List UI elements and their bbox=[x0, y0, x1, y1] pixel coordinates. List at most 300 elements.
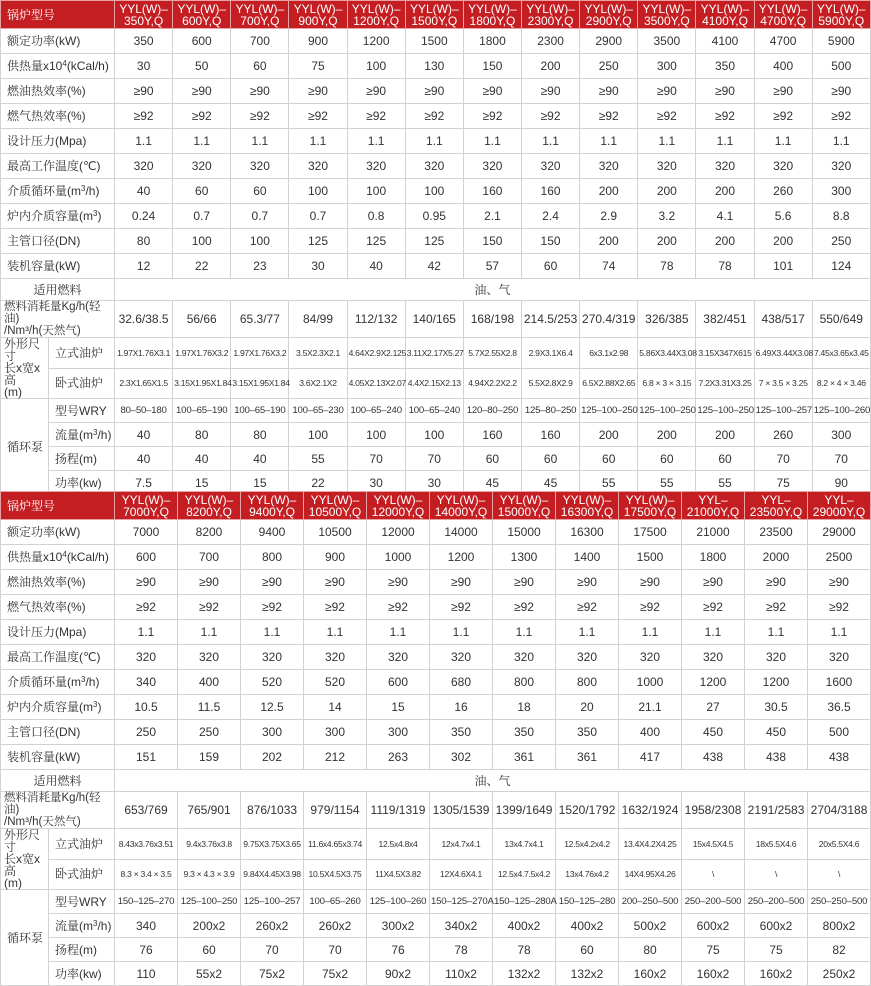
consumption-value: 550/649 bbox=[812, 301, 870, 338]
value-cell: 1800 bbox=[463, 29, 521, 54]
consumption-value: 979/1154 bbox=[304, 792, 367, 829]
model-name-line1: YYL(W)– bbox=[499, 492, 549, 507]
consumption-value: 56/66 bbox=[173, 301, 231, 338]
value-cell: 1.1 bbox=[808, 620, 871, 645]
pump-head-value: 82 bbox=[808, 938, 871, 962]
pump-model-value: 125–100–250 bbox=[696, 399, 754, 423]
pump-power-value: 22 bbox=[289, 471, 347, 495]
value-cell: 320 bbox=[522, 154, 580, 179]
value-cell: 150 bbox=[463, 229, 521, 254]
model-name bbox=[493, 492, 556, 520]
pump-head-value: 70 bbox=[812, 447, 870, 471]
value-cell: 3.2 bbox=[638, 204, 696, 229]
pump-flow-value: 100 bbox=[405, 423, 463, 447]
value-cell: 1200 bbox=[347, 29, 405, 54]
value-cell: 1.1 bbox=[367, 620, 430, 645]
model-name-line2: 23500Y,Q bbox=[749, 504, 803, 519]
consumption-value: 1305/1539 bbox=[430, 792, 493, 829]
pump-head-value: 60 bbox=[463, 447, 521, 471]
row-label-cell bbox=[1, 545, 115, 570]
value-cell: 1.1 bbox=[241, 620, 304, 645]
pump-flow-label-sup: 3 bbox=[93, 427, 98, 437]
value-cell: 320 bbox=[289, 154, 347, 179]
value-cell: 74 bbox=[580, 254, 638, 279]
value-cell: 320 bbox=[405, 154, 463, 179]
value-cell: ≥92 bbox=[556, 595, 619, 620]
table-row bbox=[1, 54, 871, 79]
pump-flow-value: 260x2 bbox=[241, 914, 304, 938]
model-name-line1: YYL(W)– bbox=[468, 1, 517, 16]
model-name bbox=[115, 492, 178, 520]
consumption-value: 270.4/319 bbox=[580, 301, 638, 338]
row-label-cell bbox=[1, 670, 115, 695]
value-cell: 27 bbox=[682, 695, 745, 720]
pump-flow-label bbox=[49, 423, 115, 447]
model-name-line2: 15000Y,Q bbox=[497, 504, 551, 519]
value-cell: ≥90 bbox=[304, 570, 367, 595]
pump-head-value: 40 bbox=[115, 447, 173, 471]
consumption-label-line1: 燃料消耗量Kg/h(轻油) bbox=[4, 792, 101, 816]
pump-head-value: 40 bbox=[231, 447, 289, 471]
value-cell: 78 bbox=[638, 254, 696, 279]
value-cell: ≥90 bbox=[682, 570, 745, 595]
value-cell: 2.1 bbox=[463, 204, 521, 229]
pump-model-value: 125–100–250 bbox=[178, 890, 241, 914]
pump-power-value: 15 bbox=[173, 471, 231, 495]
row-label-tail: ) bbox=[97, 700, 102, 714]
value-cell: 438 bbox=[745, 745, 808, 770]
value-cell: 1.1 bbox=[304, 620, 367, 645]
value-cell: ≥92 bbox=[754, 104, 812, 129]
consumption-value: 1632/1924 bbox=[619, 792, 682, 829]
consumption-value: 765/901 bbox=[178, 792, 241, 829]
value-cell: 30.5 bbox=[745, 695, 808, 720]
value-cell: 600 bbox=[115, 545, 178, 570]
value-cell: ≥90 bbox=[556, 570, 619, 595]
dimension-value: 12x4.7x4.1 bbox=[430, 829, 493, 860]
model-name bbox=[178, 492, 241, 520]
dimension-value: 3.6X2.1X2 bbox=[289, 368, 347, 399]
consumption-value: 32.6/38.5 bbox=[115, 301, 173, 338]
value-cell: 100 bbox=[347, 54, 405, 79]
dimension-label-line: 长x宽x高 bbox=[4, 361, 41, 387]
row-label-tail: ) bbox=[97, 209, 102, 223]
dimension-value: 1.97X1.76X3.2 bbox=[231, 338, 289, 369]
table-row bbox=[1, 79, 871, 104]
dimension-value: 2.9X3.1X6.4 bbox=[522, 338, 580, 369]
value-cell: ≥92 bbox=[115, 104, 173, 129]
model-name-line2: 2300Y,Q bbox=[527, 13, 574, 28]
fuel-value: 油、气 bbox=[115, 770, 871, 792]
value-cell: 0.7 bbox=[173, 204, 231, 229]
model-name-line1: YYL(W)– bbox=[121, 492, 171, 507]
row-label: 主管口径(DN) bbox=[7, 234, 81, 248]
dimension-value: 8.43x3.76x3.51 bbox=[115, 829, 178, 860]
model-name-line2: 700Y,Q bbox=[240, 13, 280, 28]
pump-flow-value: 40 bbox=[115, 423, 173, 447]
value-cell: ≥92 bbox=[696, 104, 754, 129]
pump-label: 循环泵 bbox=[1, 890, 49, 986]
pump-power-value: 45 bbox=[522, 471, 580, 495]
value-cell: 125 bbox=[289, 229, 347, 254]
pump-flow-label-text: 流量(m bbox=[55, 427, 93, 442]
value-cell: 350 bbox=[115, 29, 173, 54]
pump-power-value: 250x2 bbox=[808, 962, 871, 986]
value-cell: 4.1 bbox=[696, 204, 754, 229]
value-cell: 600 bbox=[367, 670, 430, 695]
value-cell: 320 bbox=[430, 645, 493, 670]
pump-model-value: 80–50–180 bbox=[115, 399, 173, 423]
dimension-value: 13x4.7x4.1 bbox=[493, 829, 556, 860]
pump-head-value: 76 bbox=[367, 938, 430, 962]
value-cell: 320 bbox=[696, 154, 754, 179]
value-cell: 1400 bbox=[556, 545, 619, 570]
table-row bbox=[1, 962, 871, 986]
pump-flow-value: 80 bbox=[173, 423, 231, 447]
value-cell: 500 bbox=[808, 720, 871, 745]
row-label: 供热量x10 bbox=[7, 550, 63, 564]
consumption-value: 1520/1792 bbox=[556, 792, 619, 829]
value-cell: 30 bbox=[115, 54, 173, 79]
table-row bbox=[1, 670, 871, 695]
value-cell: 3500 bbox=[638, 29, 696, 54]
value-cell: 320 bbox=[682, 645, 745, 670]
pump-model-value: 100–65–190 bbox=[173, 399, 231, 423]
value-cell: 320 bbox=[745, 645, 808, 670]
pump-head-value: 70 bbox=[241, 938, 304, 962]
model-name bbox=[173, 1, 231, 29]
value-cell: 12 bbox=[115, 254, 173, 279]
pump-model-value: 150–125–270 bbox=[115, 890, 178, 914]
model-name-line1: YYL(W)– bbox=[816, 1, 866, 16]
pump-model-value: 250–250–500 bbox=[808, 890, 871, 914]
model-name bbox=[556, 492, 619, 520]
value-cell: 680 bbox=[430, 670, 493, 695]
row-label-cell bbox=[1, 620, 115, 645]
value-cell: 57 bbox=[463, 254, 521, 279]
value-cell: 1.1 bbox=[430, 620, 493, 645]
value-cell: 1.1 bbox=[405, 129, 463, 154]
value-cell: 1.1 bbox=[115, 620, 178, 645]
pump-flow-value: 400x2 bbox=[556, 914, 619, 938]
row-label-cell bbox=[1, 104, 115, 129]
pump-head-value: 40 bbox=[173, 447, 231, 471]
value-cell: 320 bbox=[638, 154, 696, 179]
pump-power-value: 75x2 bbox=[304, 962, 367, 986]
table-row bbox=[1, 520, 871, 545]
value-cell: ≥92 bbox=[619, 595, 682, 620]
model-name bbox=[241, 492, 304, 520]
value-cell: ≥92 bbox=[304, 595, 367, 620]
value-cell: 2900 bbox=[580, 29, 638, 54]
model-name bbox=[754, 1, 812, 29]
pump-model-value: 250–200–500 bbox=[745, 890, 808, 914]
fuel-label: 适用燃料 bbox=[1, 279, 115, 301]
model-name bbox=[231, 1, 289, 29]
pump-flow-value: 200 bbox=[580, 423, 638, 447]
row-label-sup: 3 bbox=[93, 700, 98, 709]
value-cell: 1.1 bbox=[178, 620, 241, 645]
value-cell: ≥92 bbox=[682, 595, 745, 620]
value-cell: 16300 bbox=[556, 520, 619, 545]
value-cell: 361 bbox=[493, 745, 556, 770]
consumption-label bbox=[1, 301, 115, 338]
value-cell: 1.1 bbox=[289, 129, 347, 154]
model-name-line1: YYL(W)– bbox=[373, 492, 423, 507]
pump-flow-value: 200 bbox=[696, 423, 754, 447]
row-label-cell bbox=[1, 154, 115, 179]
pump-flow-value: 400x2 bbox=[493, 914, 556, 938]
dimension-value: 20x5.5X4.6 bbox=[808, 829, 871, 860]
value-cell: ≥90 bbox=[289, 79, 347, 104]
consumption-value: 2191/2583 bbox=[745, 792, 808, 829]
value-cell: 16 bbox=[430, 695, 493, 720]
pump-model-value: 250–200–500 bbox=[682, 890, 745, 914]
model-name bbox=[430, 492, 493, 520]
pump-model-value: 125–100–257 bbox=[754, 399, 812, 423]
pump-flow-value: 160 bbox=[463, 423, 521, 447]
pump-model-value: 100–65–240 bbox=[405, 399, 463, 423]
dimension-value: 11.6x4.65x3.74 bbox=[304, 829, 367, 860]
value-cell: ≥92 bbox=[522, 104, 580, 129]
row-label-cell bbox=[1, 254, 115, 279]
pump-head-value: 60 bbox=[556, 938, 619, 962]
row-label-sup: 3 bbox=[81, 184, 86, 193]
table-row bbox=[1, 745, 871, 770]
value-cell: ≥92 bbox=[347, 104, 405, 129]
vertical-boiler-label: 立式油炉 bbox=[49, 829, 115, 860]
table-row bbox=[1, 154, 871, 179]
model-name-line2: 600Y,Q bbox=[182, 13, 222, 28]
value-cell: 350 bbox=[430, 720, 493, 745]
value-cell: 150 bbox=[463, 54, 521, 79]
value-cell: 417 bbox=[619, 745, 682, 770]
value-cell: ≥90 bbox=[347, 79, 405, 104]
value-cell: 10500 bbox=[304, 520, 367, 545]
row-label-tail: (kCal/h) bbox=[66, 59, 109, 73]
row-label-cell bbox=[1, 54, 115, 79]
value-cell: 100 bbox=[405, 179, 463, 204]
table-row bbox=[1, 423, 871, 447]
value-cell: 40 bbox=[115, 179, 173, 204]
spec-table-2 bbox=[0, 491, 871, 986]
pump-power-value: 55x2 bbox=[178, 962, 241, 986]
value-cell: 1.1 bbox=[619, 620, 682, 645]
value-cell: 1.1 bbox=[463, 129, 521, 154]
row-label: 额定功率(kW) bbox=[7, 525, 81, 539]
value-cell: 60 bbox=[173, 179, 231, 204]
row-label-cell bbox=[1, 29, 115, 54]
value-cell: 320 bbox=[463, 154, 521, 179]
value-cell: 320 bbox=[619, 645, 682, 670]
value-cell: 320 bbox=[115, 645, 178, 670]
model-name-line1: YYL(W)– bbox=[247, 492, 297, 507]
consumption-value: 140/165 bbox=[405, 301, 463, 338]
consumption-value: 1399/1649 bbox=[493, 792, 556, 829]
consumption-label-line2: /Nm³/h(天然气) bbox=[4, 816, 81, 828]
pump-power-value: 7.5 bbox=[115, 471, 173, 495]
model-name-line1: YYL(W)– bbox=[310, 492, 360, 507]
dimension-value: 9.75X3.75X3.65 bbox=[241, 829, 304, 860]
dimension-label-line: (m) bbox=[4, 385, 22, 399]
value-cell: ≥90 bbox=[178, 570, 241, 595]
value-cell: 320 bbox=[304, 645, 367, 670]
value-cell: 15000 bbox=[493, 520, 556, 545]
value-cell: 1.1 bbox=[754, 129, 812, 154]
dimension-value: 15x4.5X4.5 bbox=[682, 829, 745, 860]
value-cell: 450 bbox=[682, 720, 745, 745]
value-cell: 2500 bbox=[808, 545, 871, 570]
row-label: 最高工作温度(℃) bbox=[7, 159, 101, 173]
table-row bbox=[1, 938, 871, 962]
dimension-value: 2.3X1.65X1.5 bbox=[115, 368, 173, 399]
row-label-cell bbox=[1, 204, 115, 229]
row-label: 主管口径(DN) bbox=[7, 725, 81, 739]
value-cell: 350 bbox=[493, 720, 556, 745]
value-cell: 60 bbox=[522, 254, 580, 279]
value-cell: 302 bbox=[430, 745, 493, 770]
pump-flow-label-tail: /h) bbox=[97, 918, 112, 933]
value-cell: 202 bbox=[241, 745, 304, 770]
pump-flow-value: 340x2 bbox=[430, 914, 493, 938]
dimension-value: 1.97X1.76X3.2 bbox=[173, 338, 231, 369]
dimension-value: 5.86X3.44X3.08 bbox=[638, 338, 696, 369]
pump-flow-value: 80 bbox=[231, 423, 289, 447]
value-cell: 250 bbox=[812, 229, 870, 254]
row-label: 燃气热效率(%) bbox=[7, 600, 86, 614]
model-name-line1: YYL(W)– bbox=[177, 1, 227, 16]
pump-power-value: 90x2 bbox=[367, 962, 430, 986]
row-label-cell bbox=[1, 179, 115, 204]
value-cell: 320 bbox=[580, 154, 638, 179]
pump-power-value: 110x2 bbox=[430, 962, 493, 986]
model-name-line2: 16300Y,Q bbox=[560, 504, 614, 519]
pump-head-value: 76 bbox=[115, 938, 178, 962]
value-cell: 340 bbox=[115, 670, 178, 695]
value-cell: 1.1 bbox=[231, 129, 289, 154]
dimension-value: 12X4.6X4.1 bbox=[430, 859, 493, 890]
table-row bbox=[1, 129, 871, 154]
pump-head-value: 60 bbox=[178, 938, 241, 962]
value-cell: 250 bbox=[115, 720, 178, 745]
row-label-tail: /h) bbox=[85, 675, 100, 689]
pump-model-value: 125–80–250 bbox=[522, 399, 580, 423]
value-cell: ≥92 bbox=[463, 104, 521, 129]
value-cell: 320 bbox=[556, 645, 619, 670]
value-cell: 320 bbox=[347, 154, 405, 179]
pump-label: 循环泵 bbox=[1, 399, 49, 495]
value-cell: 320 bbox=[493, 645, 556, 670]
model-name-line1: YYL(W)– bbox=[351, 1, 401, 16]
fuel-value: 油、气 bbox=[115, 279, 871, 301]
pump-power-value: 75 bbox=[754, 471, 812, 495]
table-row bbox=[1, 368, 871, 399]
value-cell: ≥90 bbox=[808, 570, 871, 595]
dimension-value: \ bbox=[808, 859, 871, 890]
model-name-line1: YYL(W)– bbox=[436, 492, 486, 507]
value-cell: 800 bbox=[241, 545, 304, 570]
consumption-value: 168/198 bbox=[463, 301, 521, 338]
value-cell: 125 bbox=[405, 229, 463, 254]
value-cell: ≥90 bbox=[812, 79, 870, 104]
model-header-label: 锅炉型号 bbox=[1, 1, 115, 29]
row-label: 额定功率(kW) bbox=[7, 34, 81, 48]
value-cell: ≥90 bbox=[405, 79, 463, 104]
pump-power-value: 15 bbox=[231, 471, 289, 495]
table-row bbox=[1, 179, 871, 204]
value-cell: 0.95 bbox=[405, 204, 463, 229]
pump-power-value: 30 bbox=[347, 471, 405, 495]
value-cell: ≥90 bbox=[173, 79, 231, 104]
row-label-sup: 4 bbox=[62, 59, 67, 68]
value-cell: 18 bbox=[493, 695, 556, 720]
value-cell: 1.1 bbox=[522, 129, 580, 154]
value-cell: 4100 bbox=[696, 29, 754, 54]
pump-power-value: 132x2 bbox=[556, 962, 619, 986]
pump-model-value: 150–125–280 bbox=[556, 890, 619, 914]
pump-flow-value: 340 bbox=[115, 914, 178, 938]
model-name-line2: 1500Y,Q bbox=[411, 13, 458, 28]
row-label-tail: /h) bbox=[85, 184, 100, 198]
value-cell: ≥90 bbox=[754, 79, 812, 104]
value-cell: 400 bbox=[178, 670, 241, 695]
row-label-cell bbox=[1, 570, 115, 595]
consumption-label-line2: /Nm³/h(天然气) bbox=[4, 325, 81, 337]
value-cell: 900 bbox=[304, 545, 367, 570]
dimension-value: 6.49X3.44X3.08 bbox=[754, 338, 812, 369]
dimension-value: 6.5X2.88X2.65 bbox=[580, 368, 638, 399]
pump-model-value: 200–250–500 bbox=[619, 890, 682, 914]
value-cell: 124 bbox=[812, 254, 870, 279]
table-row bbox=[1, 914, 871, 938]
value-cell: 1500 bbox=[405, 29, 463, 54]
model-name-line1: YYL(W)– bbox=[119, 1, 168, 16]
value-cell: ≥90 bbox=[696, 79, 754, 104]
pump-flow-value: 600x2 bbox=[745, 914, 808, 938]
pump-flow-value: 300 bbox=[812, 423, 870, 447]
pump-head-value: 80 bbox=[619, 938, 682, 962]
pump-model-label: 型号WRY bbox=[49, 890, 115, 914]
value-cell: 1.1 bbox=[173, 129, 231, 154]
pump-power-value: 30 bbox=[405, 471, 463, 495]
table-row bbox=[1, 104, 871, 129]
row-label: 介质循环量(m bbox=[7, 184, 81, 198]
pump-head-value: 75 bbox=[745, 938, 808, 962]
value-cell: 800 bbox=[556, 670, 619, 695]
pump-flow-value: 100 bbox=[289, 423, 347, 447]
value-cell: 1.1 bbox=[682, 620, 745, 645]
value-cell: 1500 bbox=[619, 545, 682, 570]
pump-power-value: 55 bbox=[580, 471, 638, 495]
row-label-cell bbox=[1, 720, 115, 745]
value-cell: 150 bbox=[522, 229, 580, 254]
dimension-value: 7.2X3.31X3.25 bbox=[696, 368, 754, 399]
pump-model-value: 125–100–257 bbox=[241, 890, 304, 914]
model-name-line1: YYL(W)– bbox=[526, 1, 575, 16]
table-row bbox=[1, 792, 871, 829]
row-label: 最高工作温度(℃) bbox=[7, 650, 101, 664]
dimension-label-line: 外形尺寸 bbox=[4, 337, 41, 363]
value-cell: 200 bbox=[754, 229, 812, 254]
model-name bbox=[580, 1, 638, 29]
value-cell: 520 bbox=[304, 670, 367, 695]
value-cell: 8200 bbox=[178, 520, 241, 545]
dimension-value: 8.3 × 3.4 × 3.5 bbox=[115, 859, 178, 890]
value-cell: 2.9 bbox=[580, 204, 638, 229]
model-name bbox=[682, 492, 745, 520]
row-label-sup: 4 bbox=[62, 550, 67, 559]
pump-flow-value: 200x2 bbox=[178, 914, 241, 938]
